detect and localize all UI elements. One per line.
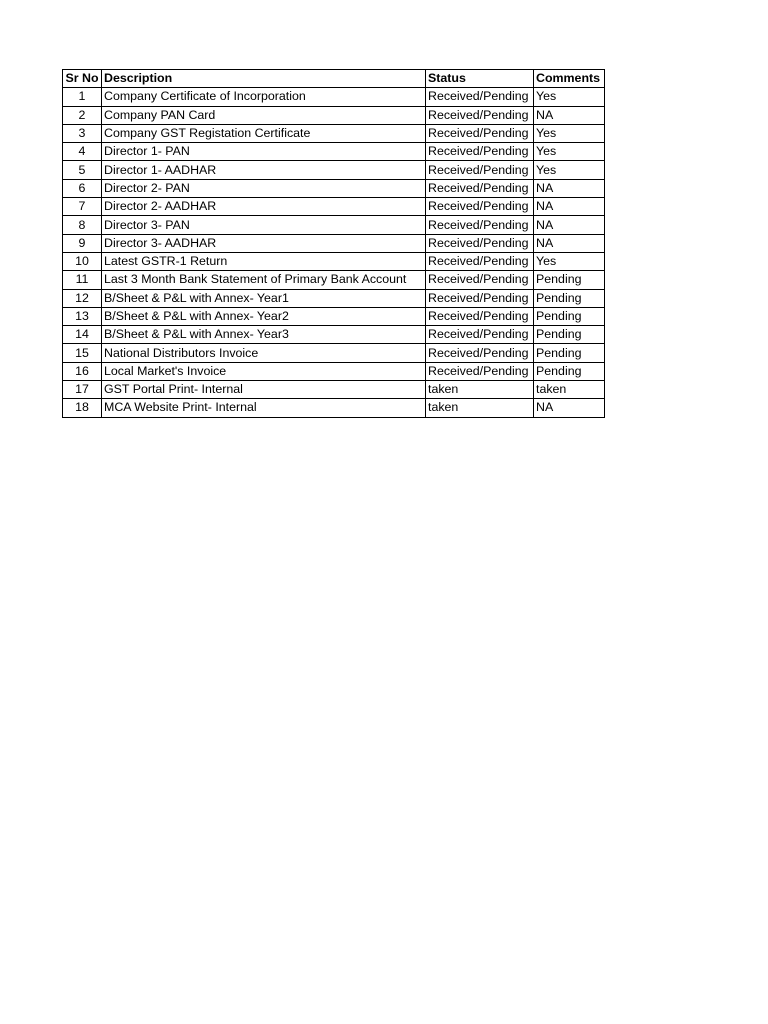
description-cell: Director 1- AADHAR [102, 161, 426, 179]
description-cell: GST Portal Print- Internal [102, 381, 426, 399]
description-cell: Local Market's Invoice [102, 362, 426, 380]
sr-no-cell: 2 [63, 106, 102, 124]
description-cell: Director 3- AADHAR [102, 234, 426, 252]
sr-no-cell: 16 [63, 362, 102, 380]
sr-no-cell: 10 [63, 252, 102, 270]
status-cell: Received/Pending [426, 124, 534, 142]
comments-cell: Yes [534, 143, 605, 161]
sr-no-cell: 1 [63, 88, 102, 106]
comments-cell: NA [534, 234, 605, 252]
header-comments: Comments [534, 70, 605, 88]
comments-cell: NA [534, 399, 605, 417]
comments-cell: Pending [534, 362, 605, 380]
comments-cell: NA [534, 216, 605, 234]
description-cell: Director 2- PAN [102, 179, 426, 197]
sr-no-cell: 12 [63, 289, 102, 307]
status-cell: Received/Pending [426, 88, 534, 106]
table-row [63, 381, 605, 399]
status-cell: Received/Pending [426, 289, 534, 307]
sr-no-cell: 15 [63, 344, 102, 362]
document-sheet [62, 69, 605, 418]
status-cell: Received/Pending [426, 326, 534, 344]
sr-no-cell: 11 [63, 271, 102, 289]
description-cell: Director 3- PAN [102, 216, 426, 234]
table-row [63, 326, 605, 344]
status-cell: Received/Pending [426, 252, 534, 270]
sr-no-cell: 8 [63, 216, 102, 234]
sr-no-cell: 6 [63, 179, 102, 197]
table-row [63, 179, 605, 197]
table-row [63, 106, 605, 124]
table-row [63, 216, 605, 234]
sr-no-cell: 13 [63, 307, 102, 325]
comments-cell: Yes [534, 252, 605, 270]
table-row [63, 271, 605, 289]
table-row [63, 344, 605, 362]
table-row [63, 234, 605, 252]
status-cell: Received/Pending [426, 234, 534, 252]
status-cell: Received/Pending [426, 271, 534, 289]
document-checklist-table [62, 69, 605, 418]
comments-cell: NA [534, 179, 605, 197]
header-sr-no: Sr No [63, 70, 102, 88]
description-cell: Company GST Registation Certificate [102, 124, 426, 142]
status-cell: Received/Pending [426, 179, 534, 197]
table-row [63, 161, 605, 179]
comments-cell: Pending [534, 307, 605, 325]
status-cell: Received/Pending [426, 307, 534, 325]
comments-cell: NA [534, 198, 605, 216]
description-cell: Director 2- AADHAR [102, 198, 426, 216]
table-header-row [63, 70, 605, 88]
description-cell: Latest GSTR-1 Return [102, 252, 426, 270]
header-description: Description [102, 70, 426, 88]
status-cell: Received/Pending [426, 143, 534, 161]
comments-cell: Yes [534, 88, 605, 106]
table-row [63, 198, 605, 216]
sr-no-cell: 9 [63, 234, 102, 252]
sr-no-cell: 14 [63, 326, 102, 344]
table-row [63, 307, 605, 325]
table-body [63, 88, 605, 417]
table-row [63, 399, 605, 417]
description-cell: Last 3 Month Bank Statement of Primary Bank Account [102, 271, 426, 289]
sr-no-cell: 7 [63, 198, 102, 216]
status-cell: Received/Pending [426, 198, 534, 216]
description-cell: Company Certificate of Incorporation [102, 88, 426, 106]
status-cell: taken [426, 381, 534, 399]
comments-cell: NA [534, 106, 605, 124]
header-status: Status [426, 70, 534, 88]
comments-cell: Pending [534, 326, 605, 344]
table-row [63, 143, 605, 161]
sr-no-cell: 18 [63, 399, 102, 417]
description-cell: B/Sheet & P&L with Annex- Year1 [102, 289, 426, 307]
table-row [63, 252, 605, 270]
description-cell: B/Sheet & P&L with Annex- Year3 [102, 326, 426, 344]
sr-no-cell: 5 [63, 161, 102, 179]
status-cell: Received/Pending [426, 106, 534, 124]
status-cell: taken [426, 399, 534, 417]
status-cell: Received/Pending [426, 161, 534, 179]
sr-no-cell: 17 [63, 381, 102, 399]
description-cell: Company PAN Card [102, 106, 426, 124]
status-cell: Received/Pending [426, 344, 534, 362]
status-cell: Received/Pending [426, 362, 534, 380]
table-row [63, 289, 605, 307]
description-cell: National Distributors Invoice [102, 344, 426, 362]
comments-cell: Yes [534, 161, 605, 179]
comments-cell: Pending [534, 344, 605, 362]
comments-cell: Yes [534, 124, 605, 142]
table-row [63, 362, 605, 380]
comments-cell: Pending [534, 271, 605, 289]
description-cell: Director 1- PAN [102, 143, 426, 161]
comments-cell: Pending [534, 289, 605, 307]
description-cell: MCA Website Print- Internal [102, 399, 426, 417]
table-row [63, 88, 605, 106]
comments-cell: taken [534, 381, 605, 399]
description-cell: B/Sheet & P&L with Annex- Year2 [102, 307, 426, 325]
sr-no-cell: 4 [63, 143, 102, 161]
status-cell: Received/Pending [426, 216, 534, 234]
table-row [63, 124, 605, 142]
sr-no-cell: 3 [63, 124, 102, 142]
